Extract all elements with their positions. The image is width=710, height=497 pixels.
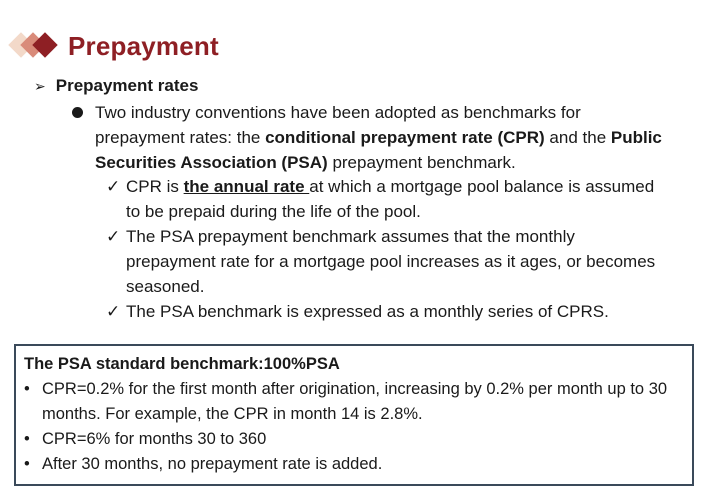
- box-item: [24, 452, 684, 477]
- box-bullet-icon: •: [24, 430, 30, 448]
- check-text: The PSA benchmark is expressed as a monthly series of CPRS.: [126, 302, 609, 321]
- page-title: Prepayment: [68, 30, 219, 61]
- check-text: [126, 174, 666, 224]
- check-1-pre: CPR is: [126, 177, 184, 196]
- check-item: [106, 174, 686, 224]
- psa-benchmark-box: [14, 344, 694, 486]
- check-icon: ✓: [106, 177, 121, 196]
- box-bullet-icon: •: [24, 380, 30, 398]
- check-list: [106, 174, 686, 324]
- diamond-logo-icon: [6, 26, 66, 66]
- check-1-post: at which a mortgage pool balance is assumed to be prepaid during the life of the pool.: [126, 177, 655, 221]
- arrow-bullet-icon: ➢: [34, 77, 46, 94]
- main-bullet: [72, 100, 692, 175]
- check-text: The PSA prepayment benchmark assumes that the monthly prepayment rate for a mortgage pool increases as it ages, or becomes seasoned.: [126, 227, 656, 296]
- bullet-part3: prepayment benchmark.: [327, 153, 516, 172]
- subheading: [34, 76, 198, 96]
- psa-term: Public Securities Association (PSA): [95, 128, 662, 172]
- bullet-text: [95, 100, 675, 175]
- box-item: [24, 427, 684, 452]
- box-item-text: After 30 months, no prepayment rate is added.: [42, 455, 383, 473]
- cpr-term: conditional prepayment rate (CPR): [265, 128, 545, 147]
- box-item-text: CPR=6% for months 30 to 360: [42, 430, 267, 448]
- check-icon: ✓: [106, 302, 121, 321]
- bullet-part2: and the: [544, 128, 611, 147]
- bullet-dot-icon: [72, 107, 83, 118]
- annual-rate-emphasis: the annual rate: [183, 177, 310, 196]
- subheading-text: Prepayment rates: [55, 76, 199, 95]
- box-item: [24, 377, 684, 427]
- check-icon: ✓: [106, 227, 121, 246]
- check-item: [106, 299, 686, 324]
- bullet-part1: Two industry conventions have been adopted as benchmarks for prepayment rates: the: [95, 103, 581, 147]
- box-item-text: CPR=0.2% for the first month after origination, increasing by 0.2% per month up to 30 months. For example, the CPR in month 14 is 2.8%.: [42, 380, 668, 423]
- box-title: The PSA standard benchmark:100%PSA: [24, 355, 340, 373]
- title-row: [6, 26, 219, 66]
- check-item: [106, 224, 686, 299]
- box-bullet-icon: •: [24, 455, 30, 473]
